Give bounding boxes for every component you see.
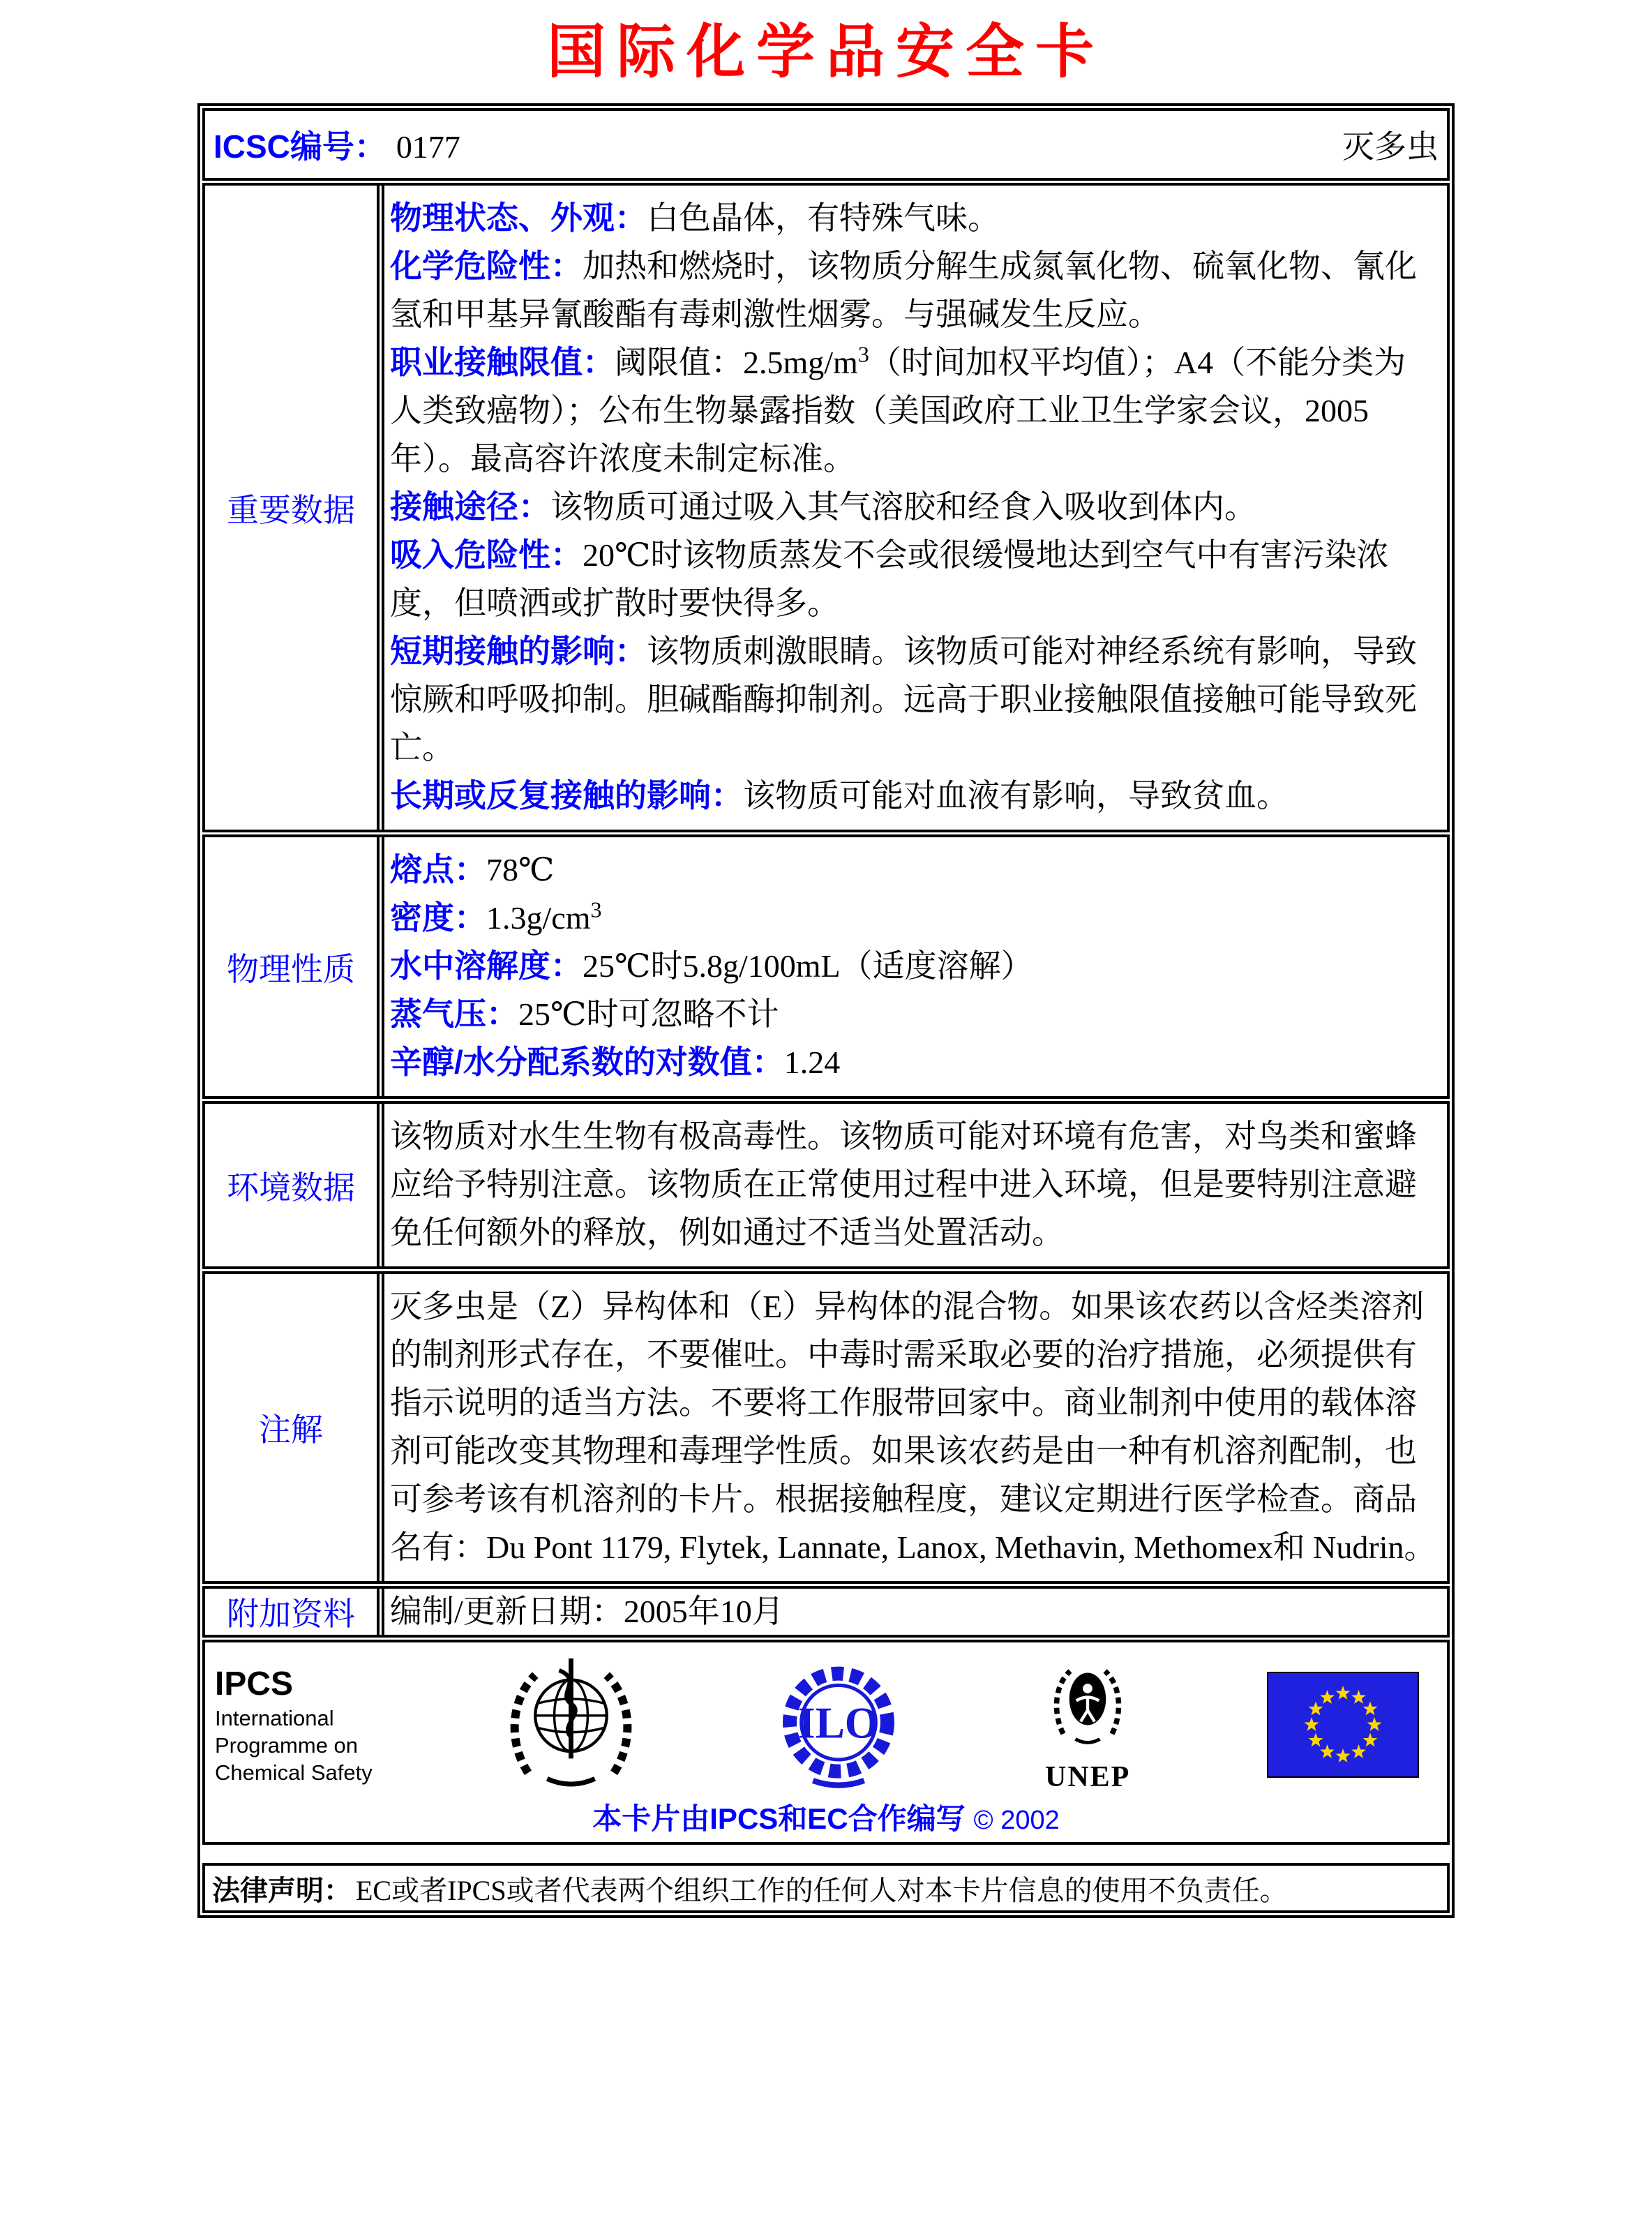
paragraph [390,846,1437,894]
field-text: 该物质可通过吸入其气溶胶和经食入吸收到体内。 [550,489,1256,525]
row-label-notes: 注解 [205,1274,380,1581]
field-text: 该物质刺激眼睛。该物质可能对神经系统有影响，导致惊厥和呼吸抑制。胆碱酯酶抑制剂。远高于职业接触限值接触可能导致死亡。 [390,634,1417,765]
row-content-notes [382,1274,1447,1581]
row-label-important-data: 重要数据 [205,186,380,830]
eu-flag-icon [1267,1672,1419,1778]
field-label: 长期或反复接触的影响： [390,777,743,814]
field-text: 加热和燃烧时，该物质分解生成氮氧化物、硫氧化物、氰化氢和甲基异氰酸酯有毒刺激性烟雾。与强碱发生反应。 [390,248,1417,332]
field-label: 密度： [390,899,486,936]
icsc-number-group [213,121,460,167]
field-text: 1.24 [783,1044,841,1080]
field-label: 蒸气压： [390,996,518,1032]
icsc-card [197,103,1455,1918]
paragraph [390,338,1437,483]
field-text: 20℃时该物质蒸发不会或很缓慢地达到空气中有害污染浓度，但喷洒或扩散时要快得多。 [390,537,1389,621]
field-label: 接触途径： [390,488,550,525]
caption-copyright: © 2002 [973,1806,1060,1835]
ilo-logo-label: ILO [798,1698,880,1748]
field-text: 编制/更新日期：2005年10月 [390,1594,784,1629]
caption-main: 本卡片由IPCS和EC合作编写 [592,1802,966,1835]
field-label: 物理状态、外观： [390,200,647,236]
logos-caption [205,1799,1447,1842]
ipcs-logo-line: Programme on [215,1732,359,1758]
paragraph [390,1038,1437,1086]
paragraph [390,242,1437,338]
paragraph [390,194,1437,242]
field-text: 1.3g/cm [486,900,591,936]
field-text: 阈限值：2.5mg/m [615,345,858,380]
chemical-name: 灭多虫 [1342,129,1439,165]
paragraph [390,627,1437,772]
page-title: 国际化学品安全卡 [546,20,1105,85]
field-text: （时间加权平均值）；A4（不能分类为人类致癌物）；公布生物暴露指数（美国政府工业卫生学家会议，2005年）。最高容许浓度未制定标准。 [390,345,1406,477]
paragraph [390,531,1437,627]
field-label: 辛醇/水分配系数的对数值： [390,1044,784,1080]
field-text: 该物质可能对血液有影响，导致贫血。 [743,778,1289,814]
paragraph [390,1592,784,1632]
paragraph [390,772,1437,820]
field-text: 3 [590,897,602,922]
field-text: 25℃时可忽略不计 [518,996,779,1032]
row-content-environmental-data [382,1104,1447,1266]
row-content-additional-info [382,1589,1447,1635]
unep-emblem-icon [1035,1657,1140,1758]
paragraph [390,1112,1437,1257]
legal-label: 法律声明： [212,1875,352,1906]
field-label: 职业接触限值： [390,344,615,380]
row-content-important-data [382,186,1447,830]
row-content-physical-properties [382,837,1447,1096]
field-label: 化学危险性： [390,248,583,284]
paragraph [390,894,1437,942]
ipcs-logo-title: IPCS [215,1665,294,1702]
row-additional-info [202,1586,1450,1638]
unep-logo-label: UNEP [1044,1761,1131,1793]
row-label-environmental-data: 环境数据 [205,1104,380,1266]
field-label: 吸入危险性： [390,537,583,573]
legal-row [202,1863,1450,1913]
icsc-number-value: 0177 [396,129,460,165]
paragraph [390,942,1437,990]
paragraph [390,1282,1437,1571]
field-label: 短期接触的影响： [390,633,647,669]
paragraph [390,990,1437,1038]
field-label: 水中溶解度： [390,948,583,984]
row-physical-properties [202,834,1450,1099]
ipcs-logo [215,1664,373,1786]
field-text: 灭多虫是（Z）异构体和（E）异构体的混合物。如果该农药以含烃类溶剂的制剂形式存在，不要催吐。中毒时需采取必要的治疗措施，必须提供有指示说明的适当方法。不要将工作服带回家中。商业制剂中使用的载体溶剂可能改变其物理和毒理学性质。如果该农药是由一种有机溶剂配制，也可参考该有机溶剂的卡片。根据接触程度，建议定期进行医学检查。商品名有：Du Pont 1179, Flytek, Lannate, Lanox, Methavin, Methomex和 Nudrin。 [390,1289,1436,1565]
field-label: 熔点： [390,851,486,888]
field-text: 3 [857,341,869,367]
row-important-data [202,183,1450,832]
row-label-additional-info: 附加资料 [205,1589,380,1635]
row-label-physical-properties: 物理性质 [205,837,380,1096]
field-text: 25℃时5.8g/100mL（适度溶解） [583,948,1033,984]
ilo-logo-icon [769,1655,908,1795]
row-notes [202,1271,1450,1584]
paragraph [390,483,1437,531]
header-row [202,108,1450,181]
ipcs-logo-line: Chemical Safety [215,1760,373,1785]
field-text: 该物质对水生生物有极高毒性。该物质可能对环境有危害，对鸟类和蜜蜂应给予特别注意。该物质在正常使用过程中进入环境，但是要特别注意避免任何额外的释放，例如通过不适当处置活动。 [390,1118,1417,1250]
logos-band [205,1642,1447,1799]
page [0,18,1652,1918]
logos-row [202,1640,1450,1845]
row-environmental-data [202,1101,1450,1269]
legal-text: EC或者IPCS或者代表两个组织工作的任何人对本卡片信息的使用不负责任。 [356,1874,1288,1906]
unep-logo [1035,1657,1140,1792]
field-text: 白色晶体，有特殊气味。 [647,200,1000,236]
field-text: 78℃ [486,852,555,888]
ipcs-logo-line: International [215,1705,334,1730]
who-emblem-icon [500,1654,643,1797]
icsc-number-label: ICSC编号： [213,128,386,165]
